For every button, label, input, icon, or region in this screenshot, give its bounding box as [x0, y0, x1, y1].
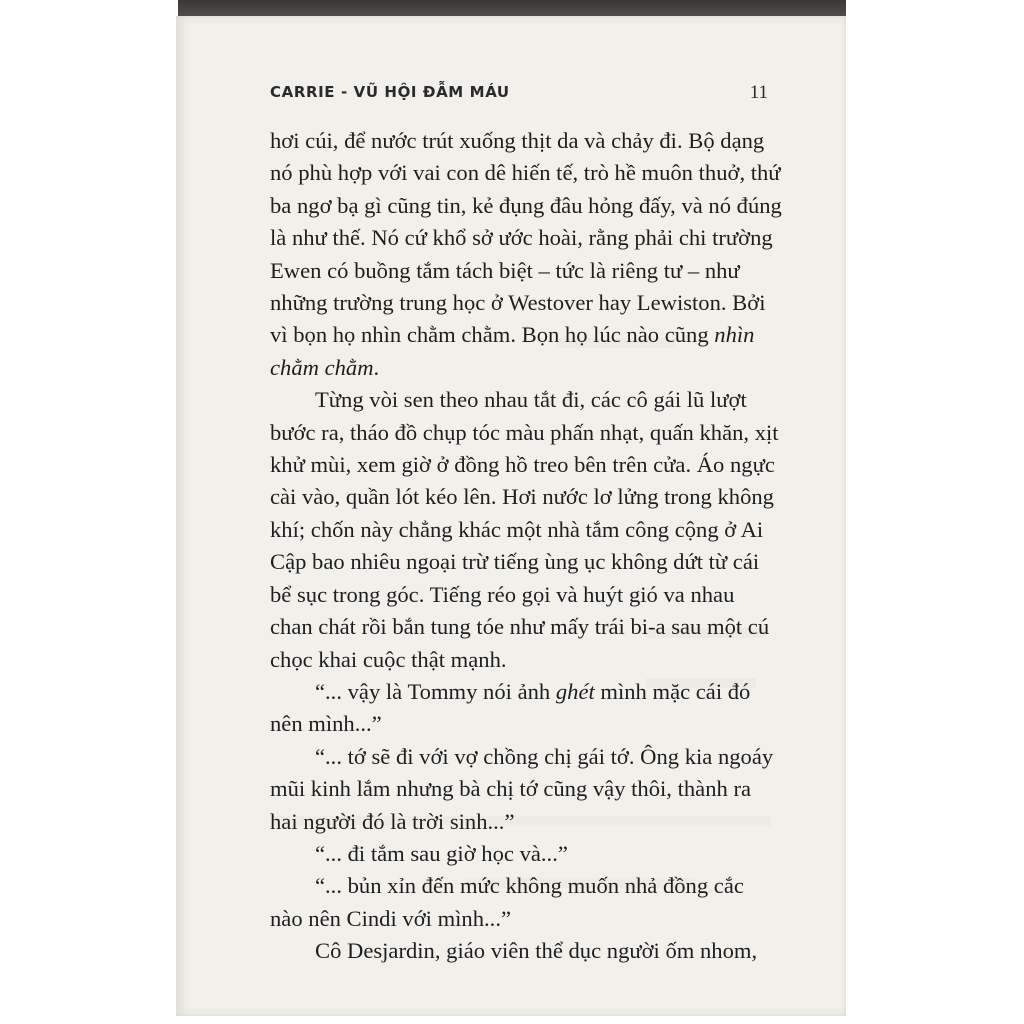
body-text	[270, 125, 782, 968]
paragraph	[270, 125, 782, 384]
paragraph-text: Từng vòi sen theo nhau tắt đi, các cô gái lũ lượt bước ra, tháo đồ chụp tóc màu phấn nhạt, quấn khăn, xịt khử mùi, xem giờ ở đồng hồ treo bên trên cửa. Áo ngực cài vào, quần lót kéo lên. Hơi nước lơ lửng trong không khí; chốn này chẳng khác một nhà tắm công cộng ở Ai Cập bao nhiêu ngoại trừ tiếng ùng ục không dứt từ cái bể sục trong góc. Tiếng réo gọi và huýt gió va nhau chan chát rồi bắn tung tóe như mấy trái bi-a sau một cú chọc khai cuộc thật mạnh.	[270, 387, 779, 672]
paragraph	[270, 870, 782, 935]
running-head: CARRIE - VŨ HỘI ĐẪM MÁU	[270, 83, 510, 101]
paragraph-text: mình mặc cái đó nên mình...”	[270, 678, 751, 737]
emphasized-text: nhìn chằm chằm	[270, 322, 755, 380]
paragraph-text: .	[373, 354, 380, 380]
paragraph-text: “... vậy là Tommy nói ảnh	[315, 678, 556, 704]
paragraph-text: “... tớ sẽ đi với vợ chồng chị gái tớ. Ông kia ngoáy mũi kinh lắm nhưng bà chị tớ cũng vậy thôi, thành ra hai người đó là trời sinh...”	[270, 743, 774, 834]
paragraph	[270, 838, 782, 870]
paragraph-text: Cô Desjardin, giáo viên thể dục người ốm nhom,	[315, 938, 758, 964]
paragraph	[270, 741, 782, 838]
book-page	[176, 16, 846, 1016]
paragraph	[270, 935, 782, 967]
paragraph	[270, 676, 782, 741]
paragraph-text: hơi cúi, để nước trút xuống thịt da và chảy đi. Bộ dạng nó phù hợp với vai con dê hiến tế, trò hề muôn thuở, thứ ba ngơ bạ gì cũng tin, kẻ đụng đâu hỏng đấy, và nó đúng là như thế. Nó cứ khổ sở ước hoài, rằng phải chi trường Ewen có buồng tắm tách biệt – tức là riêng tư – như những trường trung học ở Westover hay Lewiston. Bởi vì bọn họ nhìn chằm chằm. Bọn họ lúc nào cũng	[270, 128, 782, 348]
paragraph-text: “... đi tắm sau giờ học và...”	[315, 840, 568, 866]
emphasized-text: ghét	[555, 678, 595, 704]
page-number: 11	[749, 82, 768, 103]
paragraph	[270, 384, 782, 676]
paragraph-text: “... bủn xỉn đến mức không muốn nhả đồng cắc nào nên Cindi với mình...”	[270, 873, 744, 931]
